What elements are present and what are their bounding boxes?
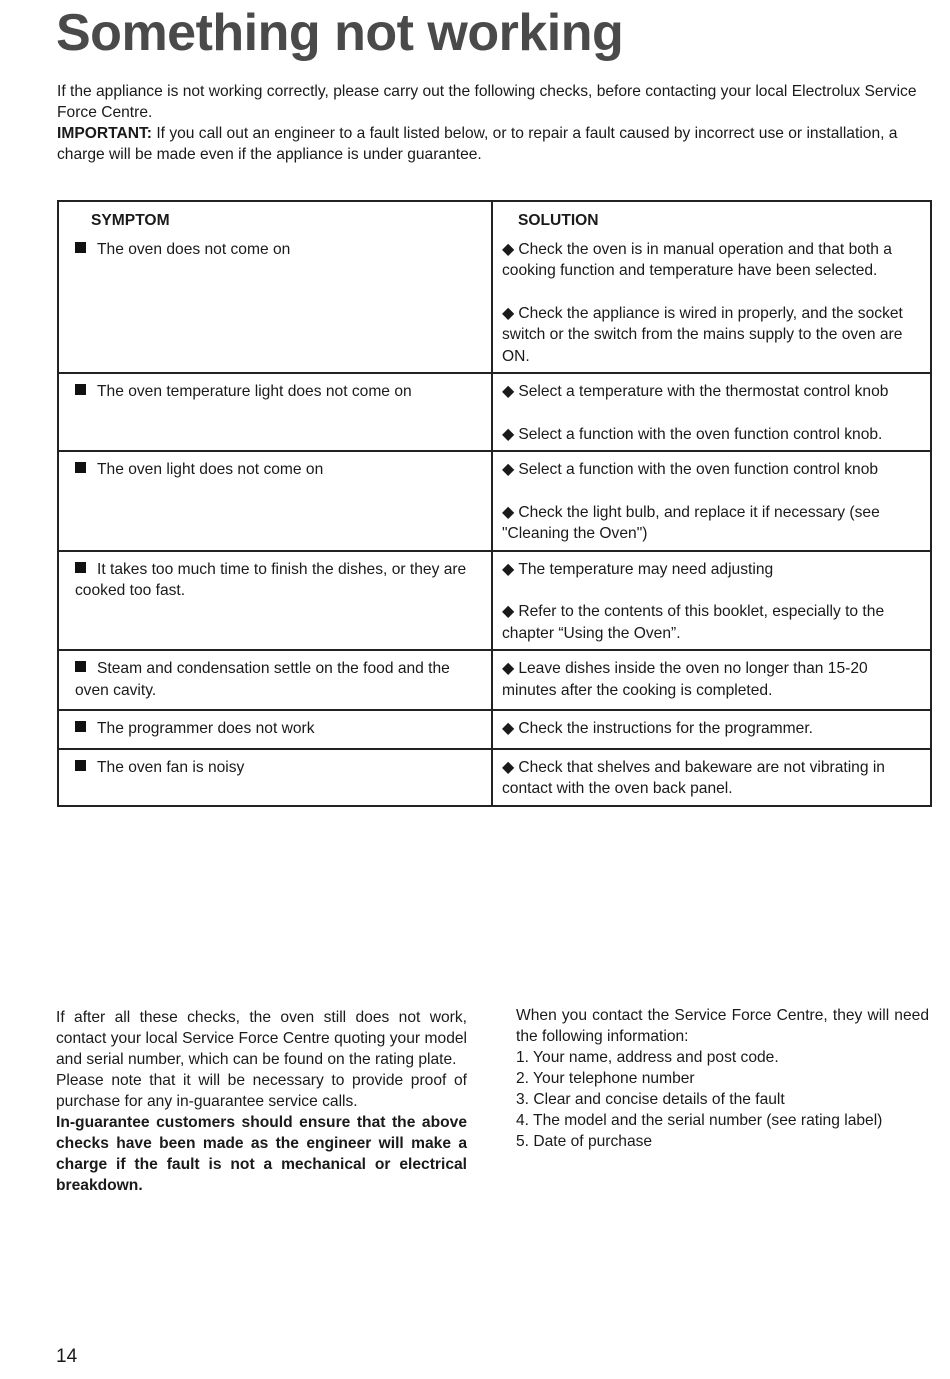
symptom-cell [58, 551, 492, 651]
solution-text: Select a function with the oven function control knob. [518, 425, 883, 443]
solution-text: The temperature may need adjusting [518, 560, 774, 578]
symptom-text: The oven temperature light does not come on [97, 383, 412, 400]
table-row [58, 650, 931, 710]
diamond-bullet-icon: ◆ [502, 560, 515, 578]
symptom-text: Steam and condensation settle on the food and the oven cavity. [75, 660, 450, 699]
required-info-list [516, 1047, 929, 1152]
solution-text: Select a function with the oven function control knob [518, 461, 879, 478]
symptom-cell [58, 749, 492, 806]
diamond-bullet-icon: ◆ [502, 758, 515, 776]
solution-item [502, 381, 912, 403]
table-row [58, 710, 931, 749]
solution-item [502, 303, 912, 368]
list-item: 3. Clear and concise details of the fault [516, 1091, 785, 1108]
solution-cell [492, 650, 931, 710]
diamond-bullet-icon: ◆ [502, 304, 515, 322]
advice-paragraph-1: If after all these checks, the oven still does not work, contact your local Service Force Centre quoting your model and serial number, which can be found on the rating plate. [56, 1009, 467, 1068]
square-bullet-icon [75, 661, 86, 672]
solution-text: Check the light bulb, and replace it if necessary (see "Cleaning the Oven") [502, 503, 880, 542]
page-number: 14 [56, 1346, 78, 1367]
symptom-cell [58, 451, 492, 551]
list-item: 1. Your name, address and post code. [516, 1049, 779, 1066]
solution-item [502, 424, 912, 446]
square-bullet-icon [75, 721, 86, 732]
square-bullet-icon [75, 562, 86, 573]
solution-cell [492, 451, 931, 551]
solution-text: Select a temperature with the thermostat control knob [518, 383, 889, 400]
square-bullet-icon [75, 462, 86, 473]
intro-block [57, 81, 937, 165]
diamond-bullet-icon: ◆ [502, 720, 515, 737]
table-row [58, 551, 931, 651]
header-symptom: SYMPTOM [58, 201, 492, 232]
contact-advice [56, 1007, 467, 1196]
list-item: 4. The model and the serial number (see rating label) [516, 1112, 883, 1129]
symptom-text: The oven does not come on [97, 240, 291, 258]
required-info-intro: When you contact the Service Force Centre, they will need the following information: [516, 1007, 929, 1045]
diamond-bullet-icon: ◆ [502, 503, 515, 521]
table-row [58, 749, 931, 806]
solution-item [502, 658, 912, 701]
solution-cell [492, 373, 931, 451]
solution-text: Refer to the contents of this booklet, especially to the chapter “Using the Oven”. [502, 603, 885, 642]
solution-text: Leave dishes inside the oven no longer than 15-20 minutes after the cooking is completed. [502, 660, 868, 699]
troubleshooting-table [57, 200, 932, 807]
solution-item [502, 239, 912, 282]
list-item: 5. Date of purchase [516, 1133, 653, 1150]
solution-cell [492, 551, 931, 651]
solution-item [502, 459, 912, 481]
solution-item [502, 757, 912, 800]
table-header-row [58, 201, 931, 232]
list-item: 2. Your telephone number [516, 1070, 695, 1087]
table-row [58, 373, 931, 451]
diamond-bullet-icon: ◆ [502, 461, 515, 478]
symptom-text: It takes too much time to finish the dishes, or they are cooked too fast. [75, 560, 467, 599]
intro-text: If the appliance is not working correctly, please carry out the following checks, before contacting your local Electrolux Service Force Centre. [57, 83, 917, 121]
symptom-cell [58, 710, 492, 749]
solution-cell [492, 749, 931, 806]
diamond-bullet-icon: ◆ [502, 383, 515, 400]
table-row [58, 451, 931, 551]
important-text: If you call out an engineer to a fault listed below, or to repair a fault caused by incorrect use or installation, a charge will be made even if the appliance is under guarantee. [57, 125, 898, 163]
solution-text: Check the oven is in manual operation and that both a cooking function and temperature have been selected. [502, 240, 892, 279]
symptom-cell [58, 373, 492, 451]
square-bullet-icon [75, 760, 86, 771]
symptom-cell [58, 650, 492, 710]
solution-item [502, 559, 912, 581]
diamond-bullet-icon: ◆ [502, 660, 515, 677]
symptom-cell [58, 232, 492, 374]
solution-text: Check that shelves and bakeware are not vibrating in contact with the oven back panel. [502, 758, 885, 797]
advice-paragraph-warning: In-guarantee customers should ensure that the above checks have been made as the engineer will make a charge if the fault is not a mechanical or electrical breakdown. [56, 1114, 467, 1194]
required-information [516, 1005, 929, 1152]
important-label: IMPORTANT: [57, 125, 152, 142]
table-body [58, 232, 931, 806]
square-bullet-icon [75, 242, 86, 253]
symptom-text: The programmer does not work [97, 720, 315, 737]
solution-item [502, 502, 912, 545]
diamond-bullet-icon: ◆ [502, 425, 515, 443]
diamond-bullet-icon: ◆ [502, 240, 515, 258]
advice-paragraph-2: Please note that it will be necessary to provide proof of purchase for any in-guarantee service calls. [56, 1072, 467, 1110]
solution-cell [492, 232, 931, 374]
solution-item [502, 601, 912, 644]
symptom-text: The oven fan is noisy [97, 758, 245, 776]
header-solution: SOLUTION [492, 201, 931, 232]
solution-text: Check the instructions for the programmer. [518, 720, 813, 737]
solution-item [502, 718, 912, 740]
page-title: Something not working [56, 4, 624, 62]
solution-cell [492, 710, 931, 749]
diamond-bullet-icon: ◆ [502, 603, 515, 620]
solution-text: Check the appliance is wired in properly, and the socket switch or the switch from the mains supply to the oven are ON. [502, 304, 903, 365]
important-notice [57, 123, 937, 165]
symptom-text: The oven light does not come on [97, 461, 324, 478]
table-row [58, 232, 931, 374]
square-bullet-icon [75, 384, 86, 395]
